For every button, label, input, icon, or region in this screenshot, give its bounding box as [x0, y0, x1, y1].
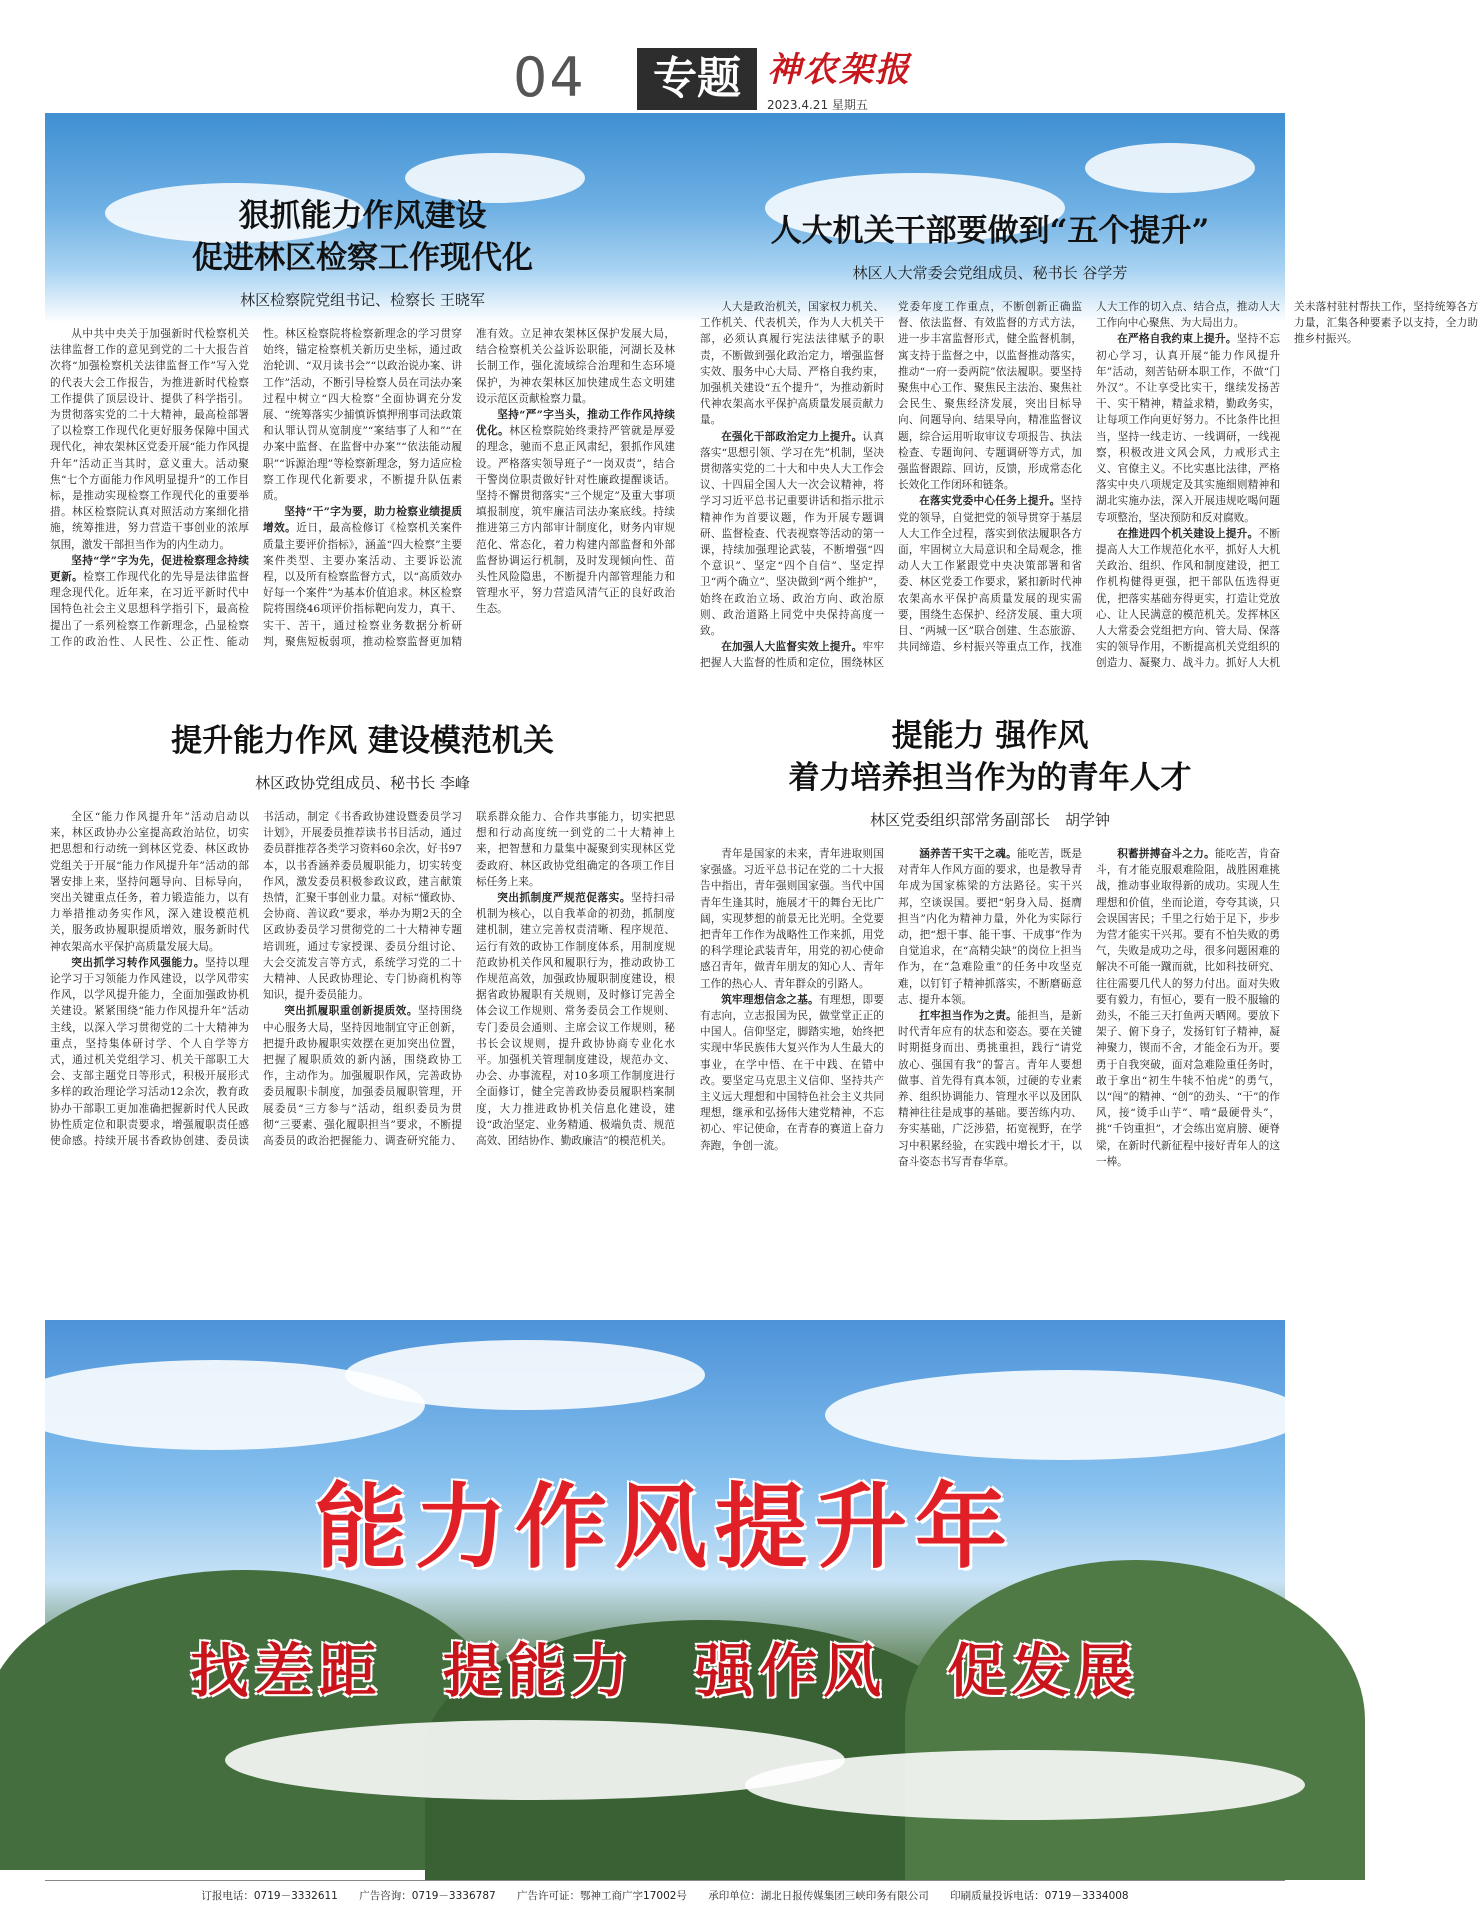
article-cppcc-office [50, 720, 675, 1305]
paragraph: 在强化干部政治定力上提升。认真落实“思想引领、学习在先”机制，坚决贯彻落实党的二十大和中央人大工作会议、十四届全国人大一次会议精神，将学习习近平总书记重要讲话和指示批示精神作为首要议题，作为开展专题调研、监督检查、代表视察等活动的第一课，持续加强理论武装，不断增强“四个意识”、坚定“四个自信”、坚定捍卫“两个确立”、坚决做到“两个维护”，始终在政治立场、政治方向、政治原则、政治道路上同党中央保持高度一致。 [700, 430, 885, 638]
page-number: 04 [513, 46, 586, 109]
slogan-item: 强作风 [695, 1637, 888, 1705]
section-tag: 专题 [637, 48, 757, 110]
footer-ad-inquiry: 广告咨询：0719－3336787 [359, 1890, 496, 1902]
article-byline: 林区党委组织部常务副部长 胡学钟 [869, 811, 1110, 829]
article-body [700, 299, 1478, 679]
slogan-item: 提能力 [442, 1637, 635, 1705]
paper-name: 神农架报 [767, 50, 911, 90]
paragraph: 突出抓制度严规范促落实。坚持扫帚机制为核心，以自我革命的初劲，抓制度建机制，建立完善权责清晰、程序规范、运行有效的政协工作制度体系，用制度规范政协机关作风和履职行为，推动政协工作规范高效，加强政协履职制度建设，根据省政协履职有关规则，及时修订完善全体会议工作规则、常务委员会工作规则、专门委员会通则、主席会议工作规则，秘书长会议规则，提升政协协商专业化水平。加强机关管理制度建设，规范办文、办会、办事流程，对10多项工作制度进行全面修订，健全完善政协委员履职档案制度，大力推进政协机关信息化建设，建设“政治坚定、业务精通、极端负责、规范高效、团结协作、勤政廉洁”的模范机关。 [476, 892, 676, 1148]
paragraph: 筑牢理想信念之基。有理想，即要有志向，立志报国为民，做堂堂正正的中国人。信仰坚定，脚踏实地，始终把实现中华民族伟大复兴作为人生最大的事业，在学中悟、在干中践、在错中改。要坚定马克思主义信仰、坚持共产主义远大理想和中国特色社会主义共同理想，继承和弘扬伟大建党精神，不忘初心、牢记使命，在青春的赛道上奋力奔跑，争创一流。 [700, 993, 885, 1152]
paragraph: 从中共中央关于加强新时代检察机关法律监督工作的意见到党的二十大报告首次将“加强检察机关法律监督工作”写入党的代表大会工作报告，为推进新时代检察工作提供了顶层设计、提供了科学指引。为贯彻落实党的二十大精神，最高检部署了以检察工作现代化更好服务保障中国式现代化，神农架林区党委开展“能力作风提升年”活动正当其时，意义重大。活动聚焦“七个方面能力作风明显提升”的工作目标，是推动实现检察工作现代化的重要举措。林区检察院认真对照活动方案细化措施，统筹推进，努力营造干事创业的浓厚氛围，激发干部担当作为的内生动力。 [50, 328, 249, 551]
paragraph: 突出抓履职重创新提质效。坚持围绕中心服务大局，坚持因地制宜守正创新，把提升政协履职实效摆在更加突出位置，把握了履职质效的新内涵，围绕政协工作，主动作为。加强履职作风，完善政协委员履职卡制度，加强委员履职管理，开展委员“三方参与”活动，组织委员为贯彻“三要素、强化履职担当”要求，不断提高委员的政治把握能力、调查研究能力、联系群众能力、合作共事能力，切实把思想和行动高度统一到党的二十大精神上来，把智慧和力量集中凝聚到实现林区党委政府、林区政协党组确定的各项工作目标任务上来。 [263, 811, 675, 1148]
article-body [50, 326, 675, 676]
paragraph: 在严格自我约束上提升。坚持不忘初心学习，认真开展“能力作风提升年”活动，刻苦钻研本职工作，不做“门外汉”。不让享受比实干，继续发扬苦干、实干精神，精益求精，勤政务实，让每项工作向更好努力。不比条件比担当，坚持一线走访、一线调研，一线视察，积极改进文风会风，力戒形式主义、官僚主义。不比实惠比法律，严格落实中央八项规定及其实施细则精神和湖北实施办法，深入开展违规吃喝问题专项整治，坚决预防和反对腐败。 [1096, 333, 1281, 524]
campaign-slogans [45, 1624, 1285, 1708]
paragraph: 坚持“严”字当头，推动工作作风持续优化。林区检察院始终秉持严管就是厚爱的理念，驰而不息正风肃纪，狠抓作风建设。严格落实领导班子“一岗双责”，结合干警岗位职责做好针对性廉政提醒谈话。坚持不懈贯彻落实“三个规定”及重大事项填报制度，筑牢廉洁司法办案底线。持续推进第三方内部审计制度化，财务内审规范化、常态化，着力构建内部监督和外部监督协调运行机制，及时发现倾向性、苗头性风险隐患，不断提升内部管理能力和管理水平，努力营造风清气正的良好政治生态。 [476, 409, 676, 616]
article-byline: 林区政协党组成员、秘书长 李峰 [255, 774, 470, 792]
article-headline: 提升能力作风 建设模范机关 [171, 723, 554, 759]
publication-date: 2023.4.21 星期五 [767, 98, 868, 112]
paragraph: 扛牢担当作为之责。能担当，是新时代青年应有的状态和姿态。要在关键时期挺身而出、勇挑重担，践行“请党放心、强国有我”的誓言。青年人要想做事、首先得有真本领，过硬的专业素养、组织协调能力、管理水平以及团队精神往往是成事的基础。要苦练内功、夯实基础，广泛涉猎，拓宽视野，在学习中积累经验，在实践中增长才干，以奋斗姿态书写青春华章。 [898, 1010, 1083, 1168]
paragraph: 在加强人大监督实效上提升。牢牢把握人大监督的性质和定位，围绕林区党委年度工作重点，不断创新正确监督、依法监督、有效监督的方式方法，进一步丰富监督形式，健全监督机制，寓支持于监督之中，以监督推动落实，推动“一府一委两院”依法履职。要坚持聚焦中心工作、聚焦民主法治、聚焦社会民生、聚焦经济发展，突出目标导向、问题导向、结果导向，精准监督议题，综合运用听取审议专项报告、执法检查、专题询问、专题调研等方式，加强监督跟踪、回访，反馈，形成常态化长效化工作闭环和链条。 [700, 301, 1082, 670]
article-body [50, 809, 675, 1309]
paragraph: 在落实党委中心任务上提升。坚持党的领导，自觉把党的领导贯穿于基层人大工作全过程，落实到依法履职各方面，牢固树立大局意识和全局观念，推动人大工作紧跟党中央决策部署和省委、林区党委工作要求，紧扣新时代神农架高水平保护高质量发展的现实需要，围绕生态保护、经济发展、重大项目、“两城一区”联合创建、生态旅游、共同缔造、乡村振兴等重点工作，找准人大工作的切入点、结合点，推动人大工作向中心聚焦、为大局出力。 [898, 301, 1280, 654]
footer-subscription: 订报电话：0719－3332611 [201, 1890, 338, 1902]
paragraph: 在推进四个机关建设上提升。不断提高人大工作规范化水平，抓好人大机关政治、组织、作风和制度建设，把工作机构健得更强，把干部队伍选得更优，把落实基础夯得更实，打造让党放心、让人民满意的模范机关。发挥林区人大常委会党组把方向、管大局、保落实的领导作用，不断提高机关党组织的创造力、凝聚力、战斗力。抓好人大机关未落村驻村帮扶工作，坚持统筹各方力量，汇集各种要素予以支持，全力助推乡村振兴。 [1096, 301, 1478, 670]
paragraph: 坚持“干”字为要，助力检察业绩提质增效。近日，最高检修订《检察机关案件质量主要评价指标》，涵盖“四大检察”主要案件类型、主要办案活动、主要诉讼流程，以及所有检察监督方式，以“高质效办好每一个案件”为基本价值追求。林区检察院将围绕46项评价指标靶向发力，真干、实干、苦干，通过检察业务数据分析研判，聚焦短板弱项，推动检察监督更加精准有效。立足神农架林区保护发展大局，结合检察机关公益诉讼职能，河湖长及林长制工作，强化流域综合治理和生态环境保护，为神农架林区加快建成生态文明建设示范区贡献检察力量。 [263, 328, 675, 648]
footer-ad-license: 广告许可证：鄂神工商广字17002号 [517, 1890, 687, 1902]
footer-printer: 承印单位：湖北日报传媒集团三峡印务有限公司 [708, 1890, 929, 1902]
paragraph: 坚持“学”字为先，促进检察理念持续更新。检察工作现代化的先导是法律监督理念现代化。近年来，在习近平新时代中国特色社会主义思想科学指引下，最高检提出了一系列检察工作新理念，凸显检察工作的政治性、人民性、公正性、能动性。林区检察院将检察新理念的学习贯穿始终，锚定检察机关新历史坐标，通过政治轮训、“双月读书会”“以政治说办案、讲工作”活动，不断引导检察人员在司法办案过程中树立“四大检察”全面协调充分发展、“统筹落实少捕慎诉慎押刑事司法政策和认罪认罚从宽制度”“案结事了人和”“在办案中监督、在监督中办案”“依法能动履职”“诉源治理”等检察新理念，努力适应检察工作现代化新要求，不断提升队伍素质。 [50, 328, 462, 648]
paragraph: 涵养苦干实干之魂。能吃苦，既是对青年人作风方面的要求，也是教导青年成为国家栋梁的方法路径。实干兴邦，空谈误国。要把“躬身入局、挺膺担当”内化为精神力量，外化为实际行动，把“想干事、能干事、干成事”作为自觉追求，在“高精尖缺”的岗位上担当作为，在“急难险重”的任务中攻坚克难，以钉钉子精神抓落实，不断磨砺意志、提升本领。 [898, 848, 1083, 1006]
campaign-photo-banner [45, 1320, 1285, 1864]
article-headline: 提能力 强作风 着力培养担当作为的青年人才 [788, 718, 1192, 796]
paragraph: 积蓄拼搏奋斗之力。能吃苦，肯奋斗，有才能克服艰难险阻，战胜困难挑战，推动事业取得新的成功。实现人生理想和价值，坐而论道，夸夸其谈，只会误国害民；千里之行始于足下，步步为营才能实干兴邦。要有不怕失败的勇气，失败是成功之母，很多问题困难的解决不可能一蹴而就，比如科技研究、往往需要几代人的努力付出。面对失败要有毅力，有恒心，要有一股不服输的劲头，不能三天打鱼两天晒网。要放下架子、俯下身子，发扬钉钉子精神，凝神聚力，锲而不舍，才能金石为开。要勇于自我突破，面对急难险重任务时，敢于拿出“初生牛犊不怕虎”的勇气，以“闯”的精神、“创”的劲头、“干”的作风，接“烫手山芋”、啃“最硬骨头”，挑“千钧重担”，才会练出宽肩膀、硬脊梁，在新时代新征程中接好青年人的这一棒。 [1096, 848, 1281, 1168]
article-procuratorate [50, 195, 675, 665]
article-byline: 林区检察院党组书记、检察长 王晓军 [240, 291, 485, 309]
article-youth-talent [700, 715, 1280, 1305]
footer-quality-hotline: 印刷质量投诉电话：0719－3334008 [950, 1890, 1129, 1902]
masthead [45, 28, 1285, 112]
article-byline: 林区人大常委会党组成员、秘书长 谷学芳 [852, 264, 1128, 282]
paragraph: 突出抓学习转作风强能力。坚持以理论学习于习领能力作风建设，以学风带实作风，以学风提升能力，全面加强政协机关建设。紧紧围绕“能力作风提升年”活动主线，以深入学习贯彻党的二十大精神为重点，坚持集体研讨学、个人自学等方式，通过机关党组学习、机关干部职工大会、支部主题党日等形式，积极开展形式多样的政治理论学习活动12余次，教育政协办干部职工更加准确把握新时代人民政协性质定位和职责要求，增强履职责任感使命感。持续开展书香政协创建、委员读书活动，制定《书香政协建设暨委员学习计划》，开展委员推荐读书书目活动，通过委员群推荐各类学习资料60余次，好书97本，以书香涵养委员履职能力，切实转变作风，激发委员积极参政议政，建言献策热情，汇聚干事创业力量。对标“懂政协、会协商、善议政”要求，举办为期2天的全区政协委员学习贯彻党的二十大精神专题培训班，通过专家授课、委员分组讨论、大会交流发言等方式，系统学习党的二十大精神、人民政协理论、专门协商机构等知识，提升委员能力。 [50, 811, 462, 1148]
article-body [700, 846, 1280, 1311]
paragraph: 青年是国家的未来，青年进取则国家强盛。习近平总书记在党的二十大报告中指出，青年强则国家强。当代中国青年生逢其时，施展才干的舞台无比广阔，实现梦想的前景无比光明。全党要把青年工作作为战略性工作来抓，用党的科学理论武装青年，用党的初心使命感召青年，做青年朋友的知心人、青年工作的热心人、青年群众的引路人。 [700, 848, 884, 990]
paragraph: 人大是政治机关，国家权力机关、工作机关、代表机关，作为人大机关干部，必须认真履行宪法法律赋予的职责，不断做到强化政治定力，增强监督实效、服务中心大局、严格自我约束，加强机关建设“五个提升”，为推动新时代神农架高水平保护高质量发展贡献力量。 [700, 301, 884, 427]
page-footer [45, 1880, 1285, 1910]
paragraph: 全区“能力作风提升年”活动启动以来，林区政协办公室提高政治站位，切实把思想和行动统一到林区党委、林区政协党组关于开展“能力作风提升年”活动的部署安排上来，坚持问题导向、目标导向，突出关键重点任务，着力锻造能力，以有力举措推动务实作风，深入建设模范机关，服务政协履职提质增效，服务新时代神农架高水平保护高质量发展大局。 [50, 811, 249, 953]
slogan-item: 促发展 [947, 1637, 1140, 1705]
slogan-item: 找差距 [190, 1637, 383, 1705]
article-headline: 狠抓能力作风建设 促进林区检察工作现代化 [192, 198, 533, 276]
article-headline: 人大机关干部要做到“五个提升” [770, 213, 1210, 249]
campaign-title: 能力作风提升年 [314, 1474, 1015, 1581]
article-npc-office [700, 210, 1478, 670]
